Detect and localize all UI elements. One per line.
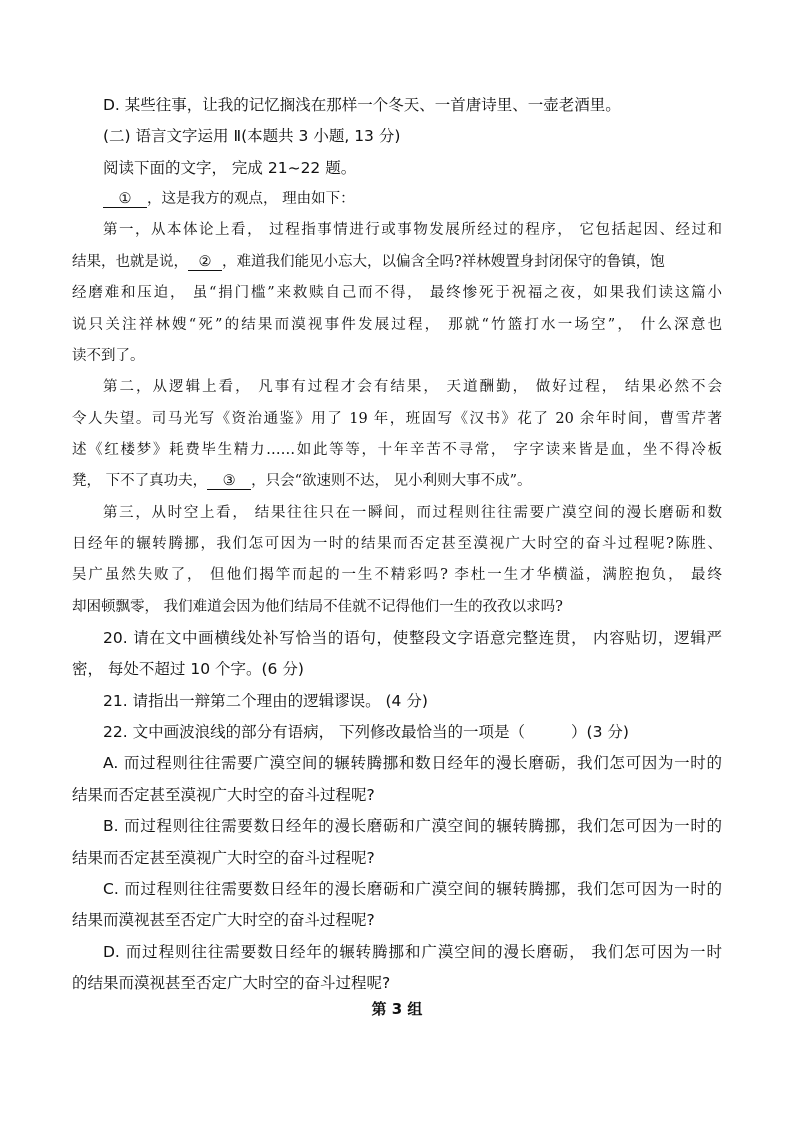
passage-line: [72, 252, 665, 272]
passage-line: 说只关注祥林嫂“死”的结果而漠视事件发展过程， 那就“竹篮打水一场空”， 什么深意也: [72, 317, 722, 333]
passage-line: 吴广虽然失败了， 但他们揭竿而起的一生不精彩吗? 李杜一生才华横溢，满腔抱负， 最终: [72, 567, 722, 583]
passage-line: 读不到了。: [72, 348, 145, 364]
passage-line: 第一，从本体论上看， 过程指事情进行或事物发展所经过的程序， 它包括起因、经过和: [103, 222, 722, 238]
option-a-cont: 结果而否定甚至漠视广大时空的奋斗过程呢?: [72, 786, 375, 804]
question-score: ）(3 分): [571, 723, 629, 741]
passage-line: 第三，从时空上看， 结果往往只在一瞬间，而过程则往往需要广漠空间的漫长磨砺和数: [103, 505, 722, 521]
option-a: A. 而过程则往往需要广漠空间的辗转腾挪和数日经年的漫长磨砺，我们怎可因为一时的: [103, 754, 722, 772]
question-21: 21. 请指出一辩第二个理由的逻辑谬误。 (4 分): [103, 692, 428, 710]
option-c-cont: 结果而漠视甚至否定广大时空的奋斗过程呢?: [72, 911, 375, 929]
passage-text: ，只会“欲速则不达， 见小利则大事不成”。: [251, 473, 532, 489]
passage-line: 日经年的辗转腾挪，我们怎可因为一时的结果而否定甚至漠视广大时空的奋斗过程呢?陈胜、: [72, 536, 722, 552]
section-heading: (二) 语言文字运用 Ⅱ(本题共 3 小题, 13 分): [103, 127, 401, 145]
passage-line: 经磨难和压迫， 虽“捐门槛”来救赎自己而不得， 最终惨死于祝福之夜，如果我们读这篇小: [72, 285, 722, 301]
passage-line: 第二，从逻辑上看， 凡事有过程才会有结果， 天道酬勤， 做好过程， 结果必然不会: [103, 379, 722, 395]
passage-line: [72, 471, 532, 491]
question-20: 20. 请在文中画横线处补写恰当的语句，使整段文字语意完整连贯， 内容贴切，逻辑严: [103, 629, 722, 647]
option-c: C. 而过程则往往需要数日经年的漫长磨砺和广漠空间的辗转腾挪，我们怎可因为一时的: [103, 880, 722, 898]
fill-blank-1: ①: [103, 191, 147, 208]
reading-instruction: 阅读下面的文字， 完成 21~22 题。: [103, 159, 357, 177]
passage-line: 述《红楼梦》耗费毕生精力……如此等等，十年辛苦不寻常， 字字读来皆是血，坐不得冷板: [72, 442, 722, 458]
passage-line: 却困顿飘零， 我们难道会因为他们结局不佳就不记得他们一生的孜孜以求吗?: [72, 599, 563, 615]
question-text: 22. 文中画波浪线的部分有语病， 下列修改最恰当的一项是（: [103, 723, 526, 741]
option-d-cont: 的结果而漠视甚至否定广大时空的奋斗过程呢?: [72, 974, 391, 992]
option-d-prev: D. 某些往事，让我的记忆搁浅在那样一个冬天、一首唐诗里、一壶老酒里。: [103, 96, 621, 114]
passage-text: 凳， 下不了真功夫，: [72, 473, 208, 489]
passage-line: [103, 189, 355, 209]
option-b: B. 而过程则往往需要数日经年的漫长磨砺和广漠空间的辗转腾挪，我们怎可因为一时的: [103, 817, 722, 835]
passage-text: ，这是我方的观点， 理由如下：: [147, 191, 355, 207]
fill-blank-3: ③: [207, 473, 251, 490]
fill-blank-2: ②: [188, 254, 222, 271]
option-b-cont: 结果而否定甚至漠视广大时空的奋斗过程呢?: [72, 849, 375, 867]
question-22: [103, 722, 629, 742]
passage-text: ，难道我们能见小忘大，以偏含全吗?祥林嫂置身封闭保守的鲁镇，饱: [222, 254, 665, 270]
option-d: D. 而过程则往往需要数日经年的辗转腾挪和广漠空间的漫长磨砺， 我们怎可因为一时: [103, 943, 722, 961]
passage-text: 结果，也就是说，: [72, 254, 188, 270]
passage-line: 令人失望。司马光写《资治通鉴》用了 19 年，班固写《汉书》花了 20 余年时间，曹雪芹著: [72, 411, 722, 427]
group-footer: 第 3 组: [371, 1000, 423, 1018]
question-20-cont: 密， 每处不超过 10 个字。(6 分): [72, 660, 304, 678]
